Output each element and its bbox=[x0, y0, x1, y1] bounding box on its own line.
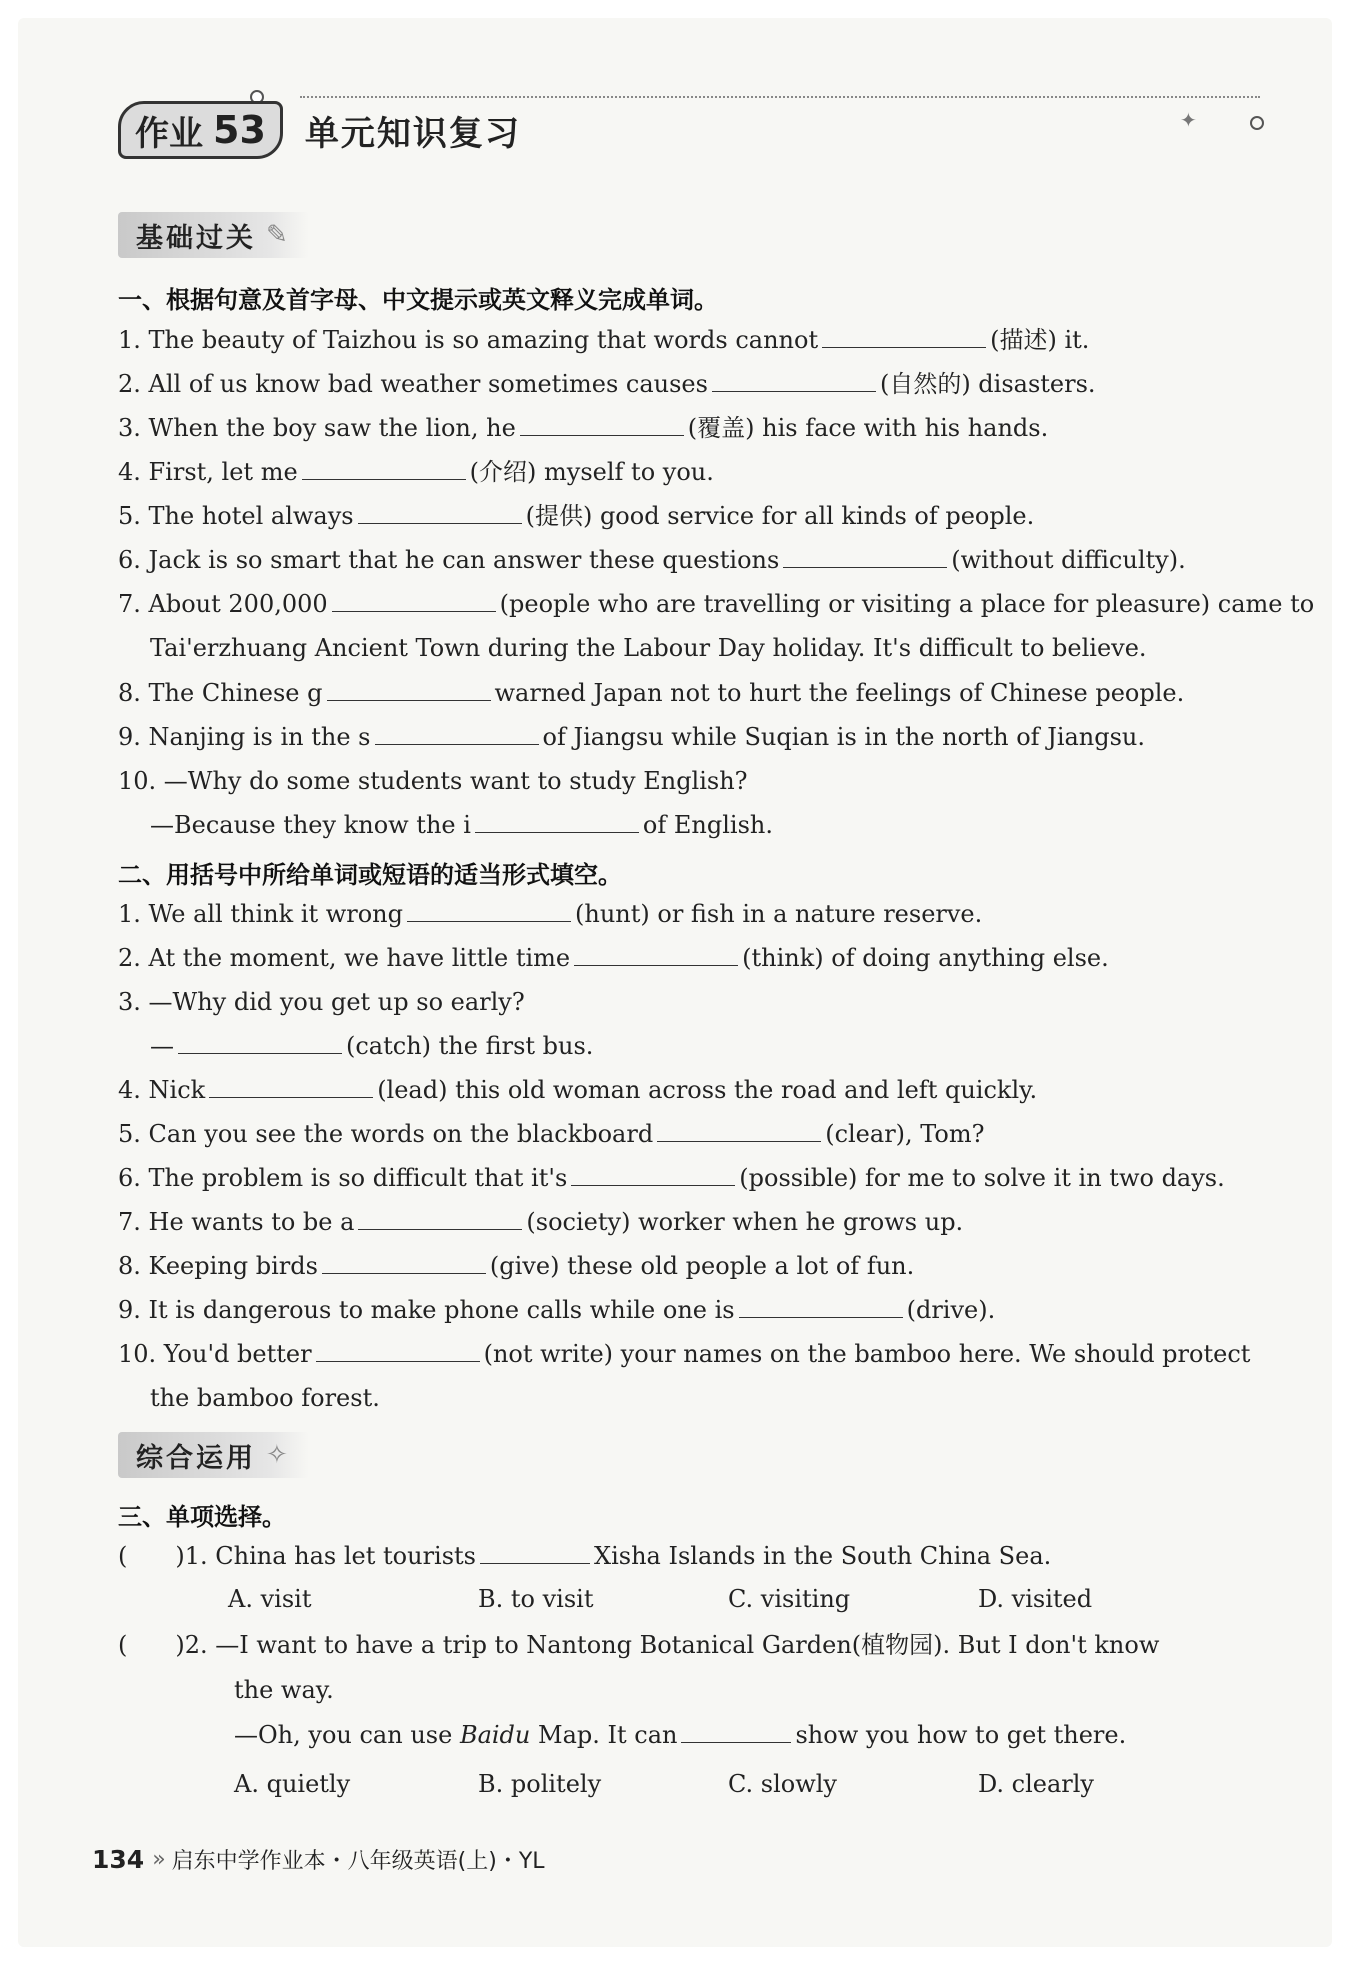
homework-number: 53 bbox=[213, 108, 266, 152]
part1-heading: 一、根据句意及首字母、中文提示或英文释义完成单词。 bbox=[118, 286, 718, 314]
list-item: 7. About 200,000 (people who are travelling or visiting a place for pleasure) came to bbox=[118, 590, 1315, 618]
answer-blank[interactable] bbox=[822, 325, 986, 348]
part2-heading: 二、用括号中所给单词或短语的适当形式填空。 bbox=[118, 861, 622, 889]
answer-blank[interactable] bbox=[739, 1295, 903, 1318]
chevron-right-icon: » bbox=[152, 1847, 162, 1872]
list-item: 8. Keeping birds (give) these old people a lot of fun. bbox=[118, 1252, 915, 1280]
list-item: 5. Can you see the words on the blackboard (clear), Tom? bbox=[118, 1120, 985, 1148]
pencil-icon: ✎ bbox=[266, 220, 291, 250]
answer-blank[interactable] bbox=[332, 589, 496, 612]
answer-blank[interactable] bbox=[375, 722, 539, 745]
answer-blank[interactable] bbox=[316, 1339, 480, 1362]
section-title: 综合运用 bbox=[136, 1442, 256, 1474]
list-item: 8. The Chinese g warned Japan not to hurt the feelings of Chinese people. bbox=[118, 679, 1185, 707]
option-b[interactable]: B. politely bbox=[478, 1770, 602, 1798]
answer-blank[interactable] bbox=[302, 457, 466, 480]
option-b[interactable]: B. to visit bbox=[478, 1585, 594, 1613]
list-item: 2. At the moment, we have little time (think) of doing anything else. bbox=[118, 944, 1109, 972]
list-item: 6. Jack is so smart that he can answer these questions (without difficulty). bbox=[118, 546, 1186, 574]
answer-blank[interactable] bbox=[407, 899, 571, 922]
answer-blank[interactable] bbox=[520, 413, 684, 436]
question-2-continuation: the way. bbox=[234, 1676, 334, 1704]
question-1: ( )1. China has let tourists Xisha Islands in the South China Sea. bbox=[118, 1542, 1052, 1570]
list-item: 10. You'd better (not write) your names on the bamboo here. We should protect bbox=[118, 1340, 1251, 1368]
star-icon: ✧ bbox=[266, 1440, 291, 1470]
list-item: 7. He wants to be a (society) worker when he grows up. bbox=[118, 1208, 964, 1236]
homework-label: 作业 bbox=[135, 113, 203, 154]
answer-blank[interactable] bbox=[358, 1207, 522, 1230]
list-item: 6. The problem is so difficult that it's (possible) for me to solve it in two days. bbox=[118, 1164, 1225, 1192]
list-item: 5. The hotel always (提供) good service for all kinds of people. bbox=[118, 502, 1035, 530]
answer-paren[interactable]: ( ) bbox=[118, 1542, 185, 1570]
list-item: 4. First, let me (介绍) myself to you. bbox=[118, 458, 714, 486]
answer-blank[interactable] bbox=[178, 1031, 342, 1054]
part3-heading: 三、单项选择。 bbox=[118, 1503, 286, 1531]
option-c[interactable]: C. slowly bbox=[728, 1770, 837, 1798]
answer-blank[interactable] bbox=[712, 369, 876, 392]
list-item: —Because they know the i of English. bbox=[150, 811, 773, 839]
list-item: 3. When the boy saw the lion, he (覆盖) his face with his hands. bbox=[118, 414, 1049, 442]
answer-blank[interactable] bbox=[475, 810, 639, 833]
question-2: ( )2. —I want to have a trip to Nantong Botanical Garden(植物园). But I don't know bbox=[118, 1631, 1160, 1659]
page-number: 134 bbox=[92, 1845, 145, 1874]
list-item-continuation: Tai'erzhuang Ancient Town during the Labour Day holiday. It's difficult to believe. bbox=[150, 634, 1147, 662]
section-title: 基础过关 bbox=[136, 222, 256, 254]
ring-icon bbox=[1250, 116, 1264, 130]
page-header bbox=[118, 100, 521, 160]
answer-blank[interactable] bbox=[358, 501, 522, 524]
sparkle-icon: ✦ bbox=[1180, 108, 1203, 132]
option-d[interactable]: D. visited bbox=[978, 1585, 1093, 1613]
list-item: 2. All of us know bad weather sometimes causes (自然的) disasters. bbox=[118, 370, 1096, 398]
list-item-continuation: the bamboo forest. bbox=[150, 1384, 380, 1412]
section-badge-basic bbox=[118, 212, 309, 258]
book-title: 启东中学作业本・八年级英语(上)・YL bbox=[171, 1849, 545, 1874]
page-footer bbox=[92, 1844, 545, 1875]
question-2-reply: —Oh, you can use Baidu Map. It can show you how to get there. bbox=[234, 1721, 1127, 1749]
list-item: 4. Nick (lead) this old woman across the road and left quickly. bbox=[118, 1076, 1038, 1104]
answer-blank[interactable] bbox=[681, 1720, 791, 1743]
answer-blank[interactable] bbox=[209, 1075, 373, 1098]
page-title: 单元知识复习 bbox=[304, 113, 521, 154]
list-item: 10. —Why do some students want to study English? bbox=[118, 767, 748, 795]
list-item: 1. We all think it wrong (hunt) or fish in a nature reserve. bbox=[118, 900, 983, 928]
answer-blank[interactable] bbox=[327, 678, 491, 701]
homework-badge bbox=[118, 101, 283, 159]
answer-blank[interactable] bbox=[322, 1251, 486, 1274]
option-a[interactable]: A. quietly bbox=[234, 1770, 351, 1798]
answer-blank[interactable] bbox=[783, 545, 947, 568]
list-item: 3. —Why did you get up so early? bbox=[118, 988, 525, 1016]
answer-blank[interactable] bbox=[657, 1119, 821, 1142]
list-item: 1. The beauty of Taizhou is so amazing that words cannot (描述) it. bbox=[118, 326, 1090, 354]
answer-blank[interactable] bbox=[480, 1541, 590, 1564]
list-item: 9. Nanjing is in the s of Jiangsu while Suqian is in the north of Jiangsu. bbox=[118, 723, 1146, 751]
list-item: — (catch) the first bus. bbox=[150, 1032, 594, 1060]
option-c[interactable]: C. visiting bbox=[728, 1585, 851, 1613]
answer-blank[interactable] bbox=[574, 943, 738, 966]
answer-blank[interactable] bbox=[571, 1163, 735, 1186]
option-d[interactable]: D. clearly bbox=[978, 1770, 1094, 1798]
option-a[interactable]: A. visit bbox=[228, 1585, 312, 1613]
list-item: 9. It is dangerous to make phone calls while one is (drive). bbox=[118, 1296, 996, 1324]
section-badge-comprehensive bbox=[118, 1432, 309, 1478]
header-dotted-line bbox=[300, 96, 1260, 98]
answer-paren[interactable]: ( ) bbox=[118, 1631, 185, 1659]
